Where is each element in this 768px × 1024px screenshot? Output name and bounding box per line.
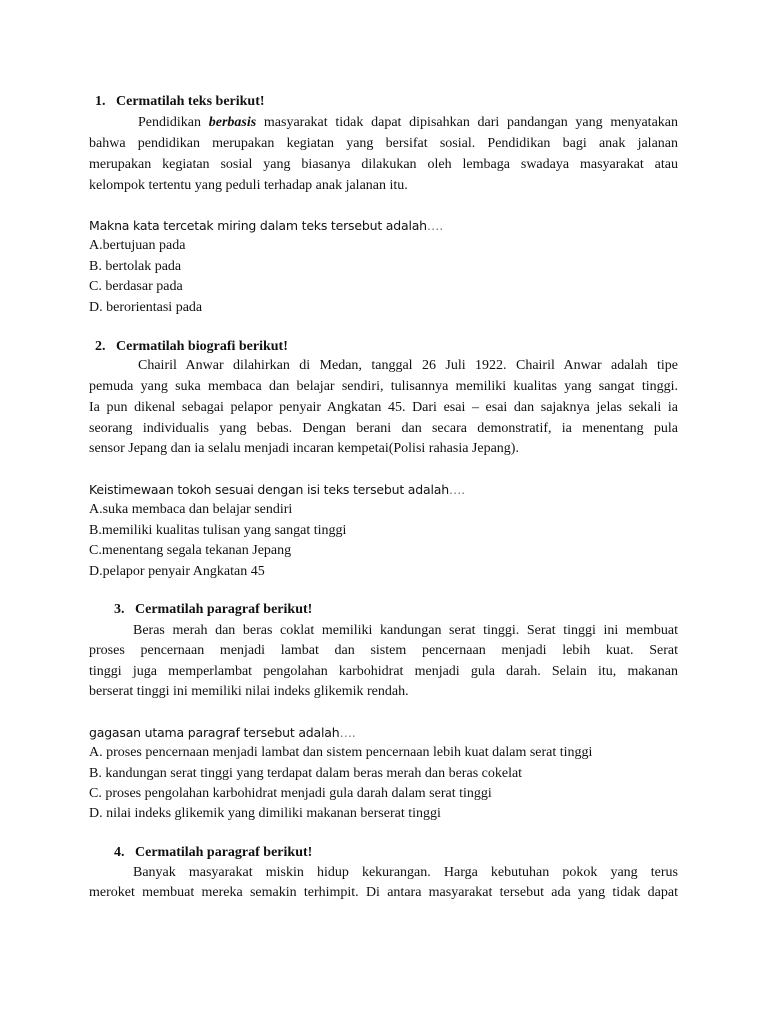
q1-italic-word: berbasis: [208, 115, 257, 130]
q2-option-a[interactable]: A.suka membaca dan belajar sendiri: [89, 502, 293, 517]
q3-question: gagasan utama paragraf tersebut adalah: [89, 725, 340, 740]
q2-heading: Cermatilah biografi berikut!: [116, 339, 288, 354]
q4-para-line-2: meroket membuat mereka semakin terhimpit. Di antara masyarakat tersebut ada yang tidak dapat: [89, 885, 678, 900]
q2-option-c[interactable]: C.menentang segala tekanan Jepang: [89, 543, 292, 558]
q1-option-b[interactable]: B. bertolak pada: [89, 259, 182, 274]
q3-option-d[interactable]: D. nilai indeks glikemik yang dimiliki makanan berserat tinggi: [89, 806, 441, 821]
q1-question-row: [89, 216, 443, 236]
q2-heading-row: [95, 337, 288, 357]
q3-question-row: [89, 723, 356, 743]
q1-number: 1.: [95, 94, 106, 109]
q2-para-line-5: sensor Jepang dan ia selalu menjadi incaran kempetai(Polisi rahasia Jepang).: [89, 441, 519, 456]
q2-para-line-1: Chairil Anwar dilahirkan di Medan, tanggal 26 Juli 1922. Chairil Anwar adalah tipe: [138, 358, 678, 373]
q2-option-b[interactable]: B.memiliki kualitas tulisan yang sangat tinggi: [89, 523, 347, 538]
q2-question-row: [89, 480, 465, 500]
q1-para-line-3: merupakan kegiatan sosial yang biasanya dilakukan oleh lembaga swadaya masyarakat atau: [89, 157, 678, 172]
q4-heading: Cermatilah paragraf berikut!: [135, 845, 313, 860]
q2-ellipsis: ….: [448, 482, 465, 497]
q2-number: 2.: [95, 339, 106, 354]
q1-para-text: Pendidikan: [138, 115, 209, 130]
q1-option-c[interactable]: C. berdasar pada: [89, 279, 183, 294]
q3-heading-row: [114, 600, 312, 620]
q3-option-b[interactable]: B. kandungan serat tinggi yang terdapat dalam beras merah dan beras cokelat: [89, 766, 523, 781]
q2-para-line-4: seorang individualis yang bebas. Dengan berani dan secara demonstratif, ia menentang pula: [89, 421, 678, 436]
q1-option-a[interactable]: A.bertujuan pada: [89, 238, 186, 253]
q1-para-text: masyarakat tidak dapat dipisahkan dari pandangan yang menyatakan: [256, 115, 678, 130]
q1-heading-row: [95, 92, 265, 112]
q4-number: 4.: [114, 845, 125, 860]
q3-para-line-4: berserat tinggi ini memiliki nilai indeks glikemik rendah.: [89, 684, 409, 699]
q3-option-c[interactable]: C. proses pengolahan karbohidrat menjadi gula darah dalam serat tinggi: [89, 786, 492, 801]
q1-para-line-2: bahwa pendidikan merupakan kegiatan yang bersifat sosial. Pendidikan bagi anak jalanan: [89, 136, 678, 151]
q3-para-line-2: proses pencernaan menjadi lambat dan sistem pencernaan menjadi lebih kuat. Serat: [89, 643, 678, 658]
q3-option-a[interactable]: A. proses pencernaan menjadi lambat dan sistem pencernaan lebih kuat dalam serat tinggi: [89, 745, 593, 760]
q2-para-line-2: pemuda yang suka membaca dan belajar sendiri, tulisannya memiliki kualitas yang sangat tinggi.: [89, 379, 678, 394]
q1-para-line-1: [138, 113, 678, 133]
q3-para-line-1: Beras merah dan beras coklat memiliki kandungan serat tinggi. Serat tinggi ini membuat: [133, 623, 678, 638]
q1-heading: Cermatilah teks berikut!: [116, 94, 265, 109]
q4-para-line-1: Banyak masyarakat miskin hidup kekurangan. Harga kebutuhan pokok yang terus: [133, 865, 678, 880]
q3-number: 3.: [114, 602, 125, 617]
q2-option-d[interactable]: D.pelapor penyair Angkatan 45: [89, 564, 265, 579]
q1-ellipsis: ….: [426, 218, 443, 233]
q2-para-line-3: Ia pun dikenal sebagai pelapor penyair Angkatan 45. Dari esai – esai dan sajaknya jelas sekali ia: [89, 400, 678, 415]
q3-ellipsis: ….: [339, 725, 356, 740]
q3-heading: Cermatilah paragraf berikut!: [135, 602, 313, 617]
q1-question: Makna kata tercetak miring dalam teks tersebut adalah: [89, 218, 427, 233]
q4-heading-row: [114, 843, 312, 863]
q1-para-line-4: kelompok tertentu yang peduli terhadap anak jalanan itu.: [89, 178, 408, 193]
q3-para-line-3: tinggi juga memperlambat pengolahan karbohidrat menjadi gula darah. Selain itu, makanan: [89, 664, 678, 679]
q2-question: Keistimewaan tokoh sesuai dengan isi teks tersebut adalah: [89, 482, 449, 497]
q1-option-d[interactable]: D. berorientasi pada: [89, 300, 203, 315]
